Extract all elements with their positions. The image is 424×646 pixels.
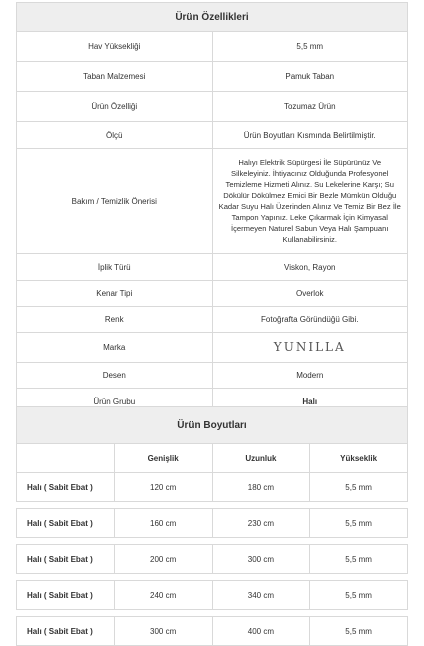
feature-row [17, 62, 408, 92]
feature-row [17, 307, 408, 333]
dimension-name: Halı ( Sabit Ebat ) [17, 473, 115, 502]
dimension-height: 5,5 mm [310, 617, 408, 646]
features-title: Ürün Özellikleri [17, 3, 408, 32]
feature-row [17, 254, 408, 281]
feature-row [17, 333, 408, 363]
feature-row [17, 32, 408, 62]
feature-value: Tozumaz Ürün [212, 92, 408, 122]
feature-row [17, 363, 408, 389]
product-features-table [16, 2, 408, 415]
feature-label: Renk [17, 307, 213, 333]
feature-row [17, 281, 408, 307]
dimensions-title: Ürün Boyutları [17, 407, 408, 444]
dimensions-title-row [17, 407, 408, 444]
dimension-width: 300 cm [114, 617, 212, 646]
dimension-name: Halı ( Sabit Ebat ) [17, 617, 115, 646]
dimension-length: 340 cm [212, 581, 310, 610]
header-height: Yükseklik [310, 444, 408, 473]
dimension-name: Halı ( Sabit Ebat ) [17, 581, 115, 610]
feature-label: Hav Yüksekliği [17, 32, 213, 62]
dimension-width: 240 cm [114, 581, 212, 610]
dimension-length: 180 cm [212, 473, 310, 502]
feature-label: Desen [17, 363, 213, 389]
dimension-row [17, 545, 408, 574]
dimension-height: 5,5 mm [310, 509, 408, 538]
row-gap [17, 610, 408, 617]
feature-label: Ürün Grubu [17, 389, 213, 415]
feature-value: Ürün Boyutları Kısmında Belirtilmiştir. [212, 122, 408, 149]
feature-value: Viskon, Rayon [212, 254, 408, 281]
dimension-row [17, 473, 408, 502]
row-gap [17, 538, 408, 545]
feature-value: Pamuk Taban [212, 62, 408, 92]
row-gap [17, 502, 408, 509]
feature-value [212, 333, 408, 363]
dimension-width: 120 cm [114, 473, 212, 502]
feature-label: Ürün Özelliği [17, 92, 213, 122]
brand-logo: YUNILLA [273, 339, 346, 354]
header-length: Uzunluk [212, 444, 310, 473]
feature-value: Overlok [212, 281, 408, 307]
product-dimensions-table [16, 406, 408, 646]
dimension-width: 200 cm [114, 545, 212, 574]
feature-label: Bakım / Temizlik Önerisi [17, 149, 213, 254]
dimension-height: 5,5 mm [310, 473, 408, 502]
dimension-height: 5,5 mm [310, 545, 408, 574]
dimension-height: 5,5 mm [310, 581, 408, 610]
dimension-length: 400 cm [212, 617, 310, 646]
feature-label: Taban Malzemesi [17, 62, 213, 92]
dimension-length: 300 cm [212, 545, 310, 574]
feature-row-care [17, 149, 408, 254]
header-empty [17, 444, 115, 473]
feature-label: Marka [17, 333, 213, 363]
dimensions-header-row [17, 444, 408, 473]
feature-value: Halıyı Elektrik Süpürgesi İle Süpürünüz Ve Silkeleyiniz. İhtiyacınız Olduğunda Profesyonel Temizleme Hizmeti Alınız. Su Lekelerine Karşı; Su Dökülür Dökülmez Emici Bir Bezle Mümkün Olduğu Kadar Suyu Halı Üzerinden Alınız Ve Temiz Bir Bez İle Tampon Yapınız. Leke Çıkarmak İçin Kimyasal İçermeyen Naturel Sabun Veya Halı Şampuanı Kullanabilirsiniz. [212, 149, 408, 254]
feature-value: Fotoğrafta Göründüğü Gibi. [212, 307, 408, 333]
row-gap [17, 574, 408, 581]
dimension-width: 160 cm [114, 509, 212, 538]
header-width: Genişlik [114, 444, 212, 473]
dimension-row [17, 581, 408, 610]
feature-value: 5,5 mm [212, 32, 408, 62]
feature-label: Kenar Tipi [17, 281, 213, 307]
feature-row [17, 122, 408, 149]
feature-row [17, 92, 408, 122]
dimension-row [17, 509, 408, 538]
feature-label: Ölçü [17, 122, 213, 149]
features-title-row [17, 3, 408, 32]
dimension-name: Halı ( Sabit Ebat ) [17, 509, 115, 538]
feature-value: Modern [212, 363, 408, 389]
dimension-length: 230 cm [212, 509, 310, 538]
dimension-row [17, 617, 408, 646]
feature-label: İplik Türü [17, 254, 213, 281]
feature-value: Halı [212, 389, 408, 415]
dimension-name: Halı ( Sabit Ebat ) [17, 545, 115, 574]
